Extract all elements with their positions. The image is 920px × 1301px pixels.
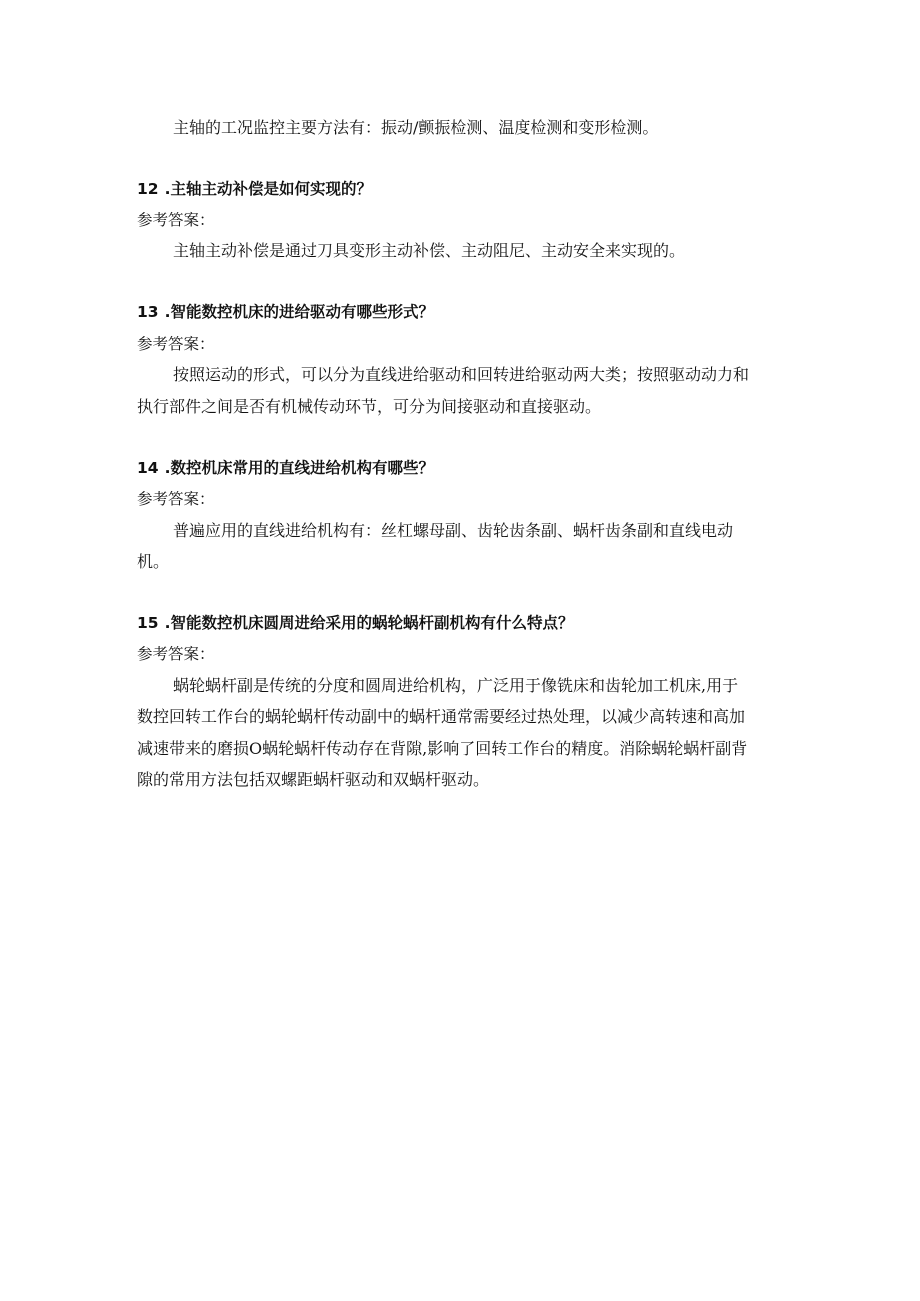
answer-line: 蜗轮蜗杆副是传统的分度和圆周进给机构，广泛用于像铣床和齿轮加工机床,用于 [173, 676, 739, 695]
question-13 [137, 301, 434, 323]
question-number: 14 [137, 459, 159, 477]
answer-line: 减速带来的磨损O蜗轮蜗杆传动存在背隙,影响了回转工作台的精度。消除蜗轮蜗杆副背 [137, 739, 748, 758]
intro-answer-text: 主轴的工况监控主要方法有：振动/颤振检测、温度检测和变形检测。 [173, 118, 659, 137]
answer-line: 主轴主动补偿是通过刀具变形主动补偿、主动阻尼、主动安全来实现的。 [173, 241, 686, 260]
question-15 [137, 612, 573, 634]
answer-label: 参考答案： [137, 335, 215, 353]
answer-line: 隙的常用方法包括双螺距蜗杆驱动和双蜗杆驱动。 [137, 770, 490, 789]
question-number: 13 [137, 303, 159, 321]
question-14 [137, 457, 434, 479]
answer-label: 参考答案： [137, 645, 215, 663]
answer-line: 机。 [137, 552, 170, 571]
question-number: 15 [137, 614, 159, 632]
question-number: 12 [137, 180, 159, 198]
answer-line: 执行部件之间是否有机械传动环节，可分为间接驱动和直接驱动。 [137, 397, 602, 416]
answer-label: 参考答案： [137, 490, 215, 508]
answer-line: 普遍应用的直线进给机构有：丝杠螺母副、齿轮齿条副、蜗杆齿条副和直线电动 [173, 521, 734, 540]
answer-label: 参考答案： [137, 211, 215, 229]
question-text: .数控机床常用的直线进给机构有哪些？ [164, 459, 434, 477]
question-text: .智能数控机床的进给驱动有哪些形式？ [164, 303, 434, 321]
question-text: .智能数控机床圆周进给采用的蜗轮蜗杆副机构有什么特点？ [164, 614, 574, 632]
question-12 [137, 178, 372, 200]
question-text: .主轴主动补偿是如何实现的？ [164, 180, 372, 198]
answer-line: 数控回转工作台的蜗轮蜗杆传动副中的蜗杆通常需要经过热处理，以减少高转速和高加 [137, 707, 746, 726]
answer-line: 按照运动的形式，可以分为直线进给驱动和回转进给驱动两大类；按照驱动动力和 [173, 365, 750, 384]
